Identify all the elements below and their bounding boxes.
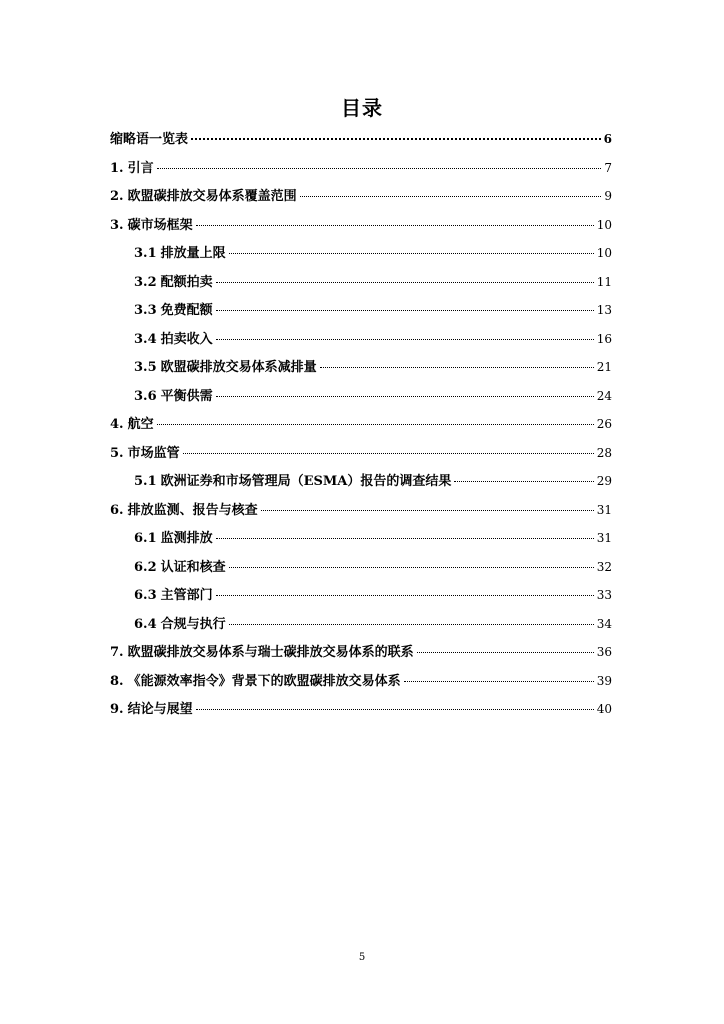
toc-entry-label: 认证和核查	[160, 559, 226, 575]
toc-entry-number: 6.2	[134, 559, 157, 575]
toc-dot-leader	[320, 367, 594, 368]
toc-entry[interactable]	[110, 128, 612, 157]
toc-entry[interactable]	[110, 185, 612, 214]
toc-entry-page: 13	[596, 303, 612, 317]
toc-entry-page: 31	[596, 502, 612, 517]
toc-entry-label: 欧盟碳排放交易体系覆盖范围	[127, 189, 297, 204]
toc-entry-label: 欧盟碳排放交易体系减排量	[160, 360, 317, 375]
toc-entry-page: 39	[596, 673, 612, 688]
toc-entry-label: 结论与展望	[127, 702, 193, 717]
toc-entry-page: 11	[596, 274, 612, 289]
toc-entry-label: 欧洲证券和市场管理局（ESMA）报告的调查结果	[160, 474, 452, 489]
toc-entry-page: 32	[596, 559, 612, 574]
toc-dot-leader	[300, 196, 602, 197]
toc-entry-page: 24	[596, 388, 612, 403]
toc-dot-leader	[229, 253, 594, 254]
toc-entry[interactable]	[110, 470, 612, 499]
toc-entry-number: 5.	[110, 445, 124, 461]
toc-dot-leader	[454, 481, 593, 482]
toc-entry-number: 3.2	[134, 274, 157, 290]
toc-dot-leader	[229, 624, 594, 625]
toc-entry-page: 31	[596, 531, 612, 545]
toc-dot-leader	[196, 709, 594, 710]
toc-entry-number: 9.	[110, 702, 124, 717]
toc-entry-number: 3.4	[134, 331, 157, 347]
toc-entry-label: 拍卖收入	[160, 331, 213, 347]
toc-entry-label: 航空	[127, 417, 154, 432]
toc-entry[interactable]	[110, 442, 612, 471]
toc-entry-label: 免费配额	[160, 303, 213, 318]
toc-entry-page: 10	[596, 217, 612, 232]
toc-dot-leader	[216, 339, 594, 340]
toc-entry-page: 9	[604, 189, 612, 203]
toc-entry-number: 3.1	[134, 246, 157, 261]
toc-entry[interactable]	[110, 499, 612, 528]
toc-entry-page: 34	[596, 616, 612, 631]
toc-dot-leader	[157, 168, 602, 169]
toc-entry-page: 28	[596, 445, 612, 460]
toc-dot-leader	[404, 681, 594, 682]
toc-entry[interactable]	[110, 527, 612, 556]
toc-entry[interactable]	[110, 328, 612, 357]
toc-entry-page: 40	[596, 702, 612, 716]
toc-dot-leader	[216, 595, 594, 596]
toc-dot-leader	[216, 396, 594, 397]
toc-entry-page: 7	[604, 160, 612, 175]
toc-entry-page: 29	[596, 474, 612, 488]
toc-entry[interactable]	[110, 271, 612, 300]
toc-entry-label: 监测排放	[160, 531, 213, 546]
toc-entry[interactable]	[110, 584, 612, 613]
toc-entry[interactable]	[110, 670, 612, 699]
toc-entry-page: 10	[596, 246, 612, 260]
toc-entry-page: 36	[596, 645, 612, 659]
toc-entry-label: 引言	[127, 160, 154, 176]
table-of-contents	[110, 128, 612, 727]
toc-entry-number: 1.	[110, 160, 124, 176]
toc-entry-label: 欧盟碳排放交易体系与瑞士碳排放交易体系的联系	[127, 645, 414, 660]
toc-entry-number: 6.4	[134, 616, 157, 632]
toc-dot-leader	[191, 138, 601, 140]
toc-entry-number: 3.5	[134, 360, 157, 375]
toc-entry[interactable]	[110, 641, 612, 670]
toc-dot-leader	[196, 225, 594, 226]
toc-entry-number: 6.1	[134, 531, 157, 546]
toc-entry-page: 6	[603, 132, 612, 146]
toc-entry-number: 3.3	[134, 303, 157, 318]
toc-entry-number: 4.	[110, 417, 124, 432]
toc-entry-number: 3.6	[134, 388, 157, 404]
toc-entry[interactable]	[110, 413, 612, 442]
toc-entry-page: 16	[596, 331, 612, 346]
toc-entry-number: 3.	[110, 217, 124, 233]
toc-dot-leader	[417, 652, 594, 653]
toc-entry-label: 缩略语一览表	[110, 132, 189, 147]
toc-dot-leader	[183, 453, 594, 454]
toc-entry[interactable]	[110, 698, 612, 727]
toc-entry-label: 排放量上限	[160, 246, 226, 261]
toc-entry-number: 5.1	[134, 474, 157, 489]
toc-entry-number: 6.	[110, 502, 124, 518]
toc-entry[interactable]	[110, 385, 612, 414]
toc-entry-number: 6.3	[134, 588, 157, 603]
toc-entry-label: 合规与执行	[160, 616, 226, 632]
toc-dot-leader	[157, 424, 594, 425]
toc-entry-label: 碳市场框架	[127, 217, 193, 233]
toc-entry-number: 7.	[110, 645, 124, 660]
toc-entry-number: 2.	[110, 189, 124, 204]
toc-entry-label: 主管部门	[160, 588, 213, 603]
toc-title: 目录	[341, 96, 383, 120]
toc-entry-label: 排放监测、报告与核查	[127, 502, 258, 518]
toc-entry[interactable]	[110, 214, 612, 243]
toc-entry[interactable]	[110, 613, 612, 642]
toc-entry-number: 8.	[110, 673, 124, 689]
toc-entry[interactable]	[110, 299, 612, 328]
toc-entry-label: 市场监管	[127, 445, 180, 461]
toc-entry[interactable]	[110, 242, 612, 271]
toc-entry-label: 《能源效率指令》背景下的欧盟碳排放交易体系	[127, 673, 401, 689]
toc-entry[interactable]	[110, 157, 612, 186]
toc-entry-label: 配额拍卖	[160, 274, 213, 290]
toc-dot-leader	[229, 567, 594, 568]
toc-dot-leader	[216, 310, 594, 311]
toc-dot-leader	[216, 282, 594, 283]
toc-entry-page: 21	[596, 360, 612, 374]
toc-dot-leader	[216, 538, 594, 539]
toc-entry-page: 26	[596, 417, 612, 431]
page-number: 5	[358, 952, 366, 963]
toc-entry[interactable]	[110, 356, 612, 385]
toc-entry-page: 33	[596, 588, 612, 602]
toc-entry[interactable]	[110, 556, 612, 585]
toc-dot-leader	[261, 510, 594, 511]
toc-entry-label: 平衡供需	[160, 388, 213, 404]
